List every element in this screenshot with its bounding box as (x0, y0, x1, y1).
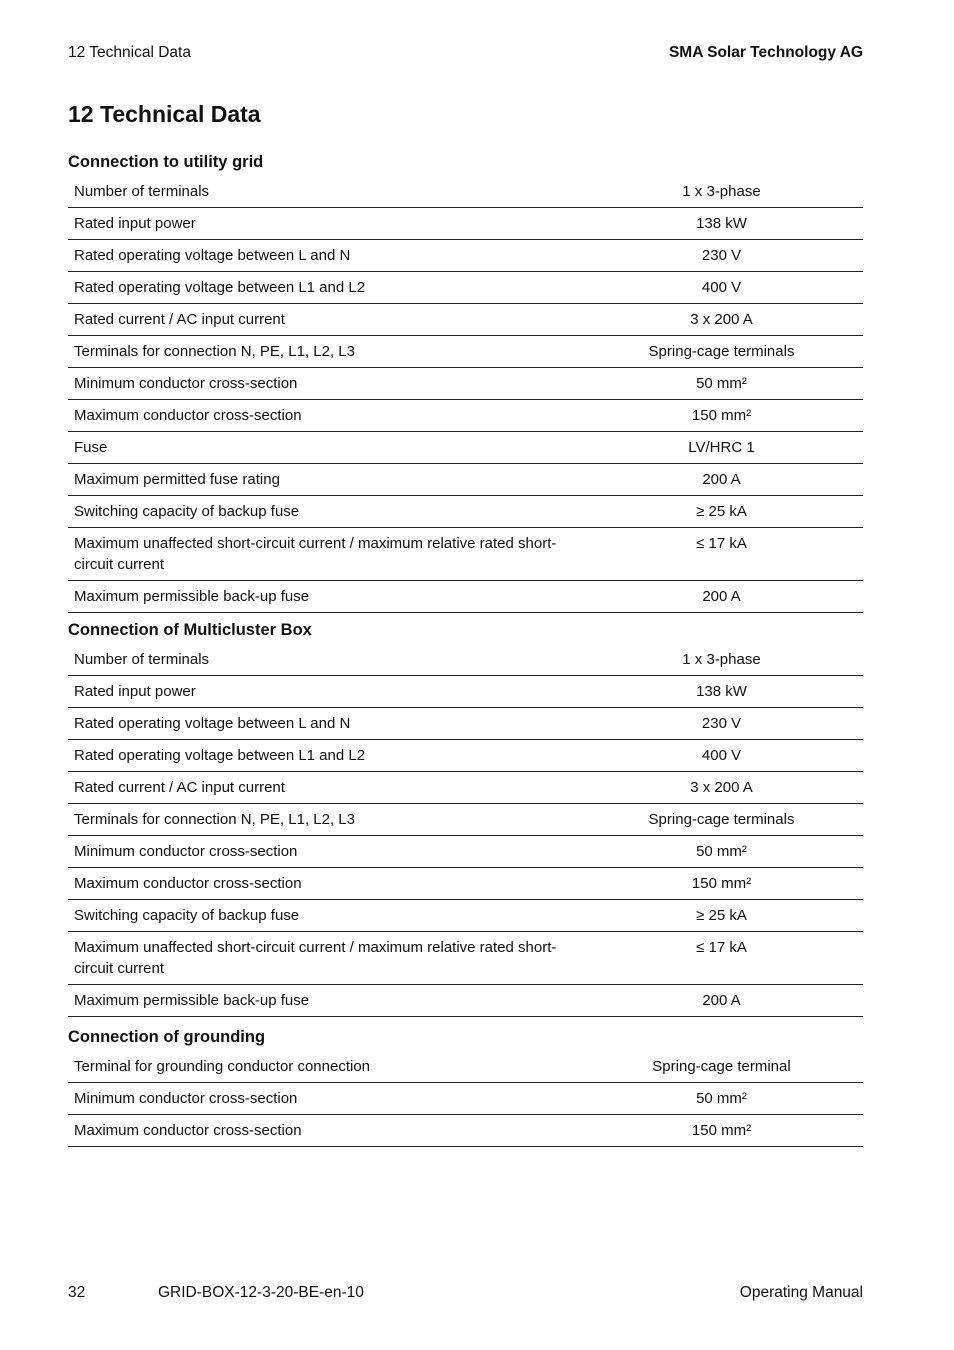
row-label: Rated operating voltage between L1 and L2 (68, 272, 580, 304)
row-value: 1 x 3-phase (580, 644, 863, 676)
row-label: Number of terminals (68, 644, 580, 676)
row-label: Terminal for grounding conductor connection (68, 1051, 580, 1083)
section-title: Connection of grounding (68, 1028, 266, 1046)
row-label: Rated input power (68, 676, 580, 708)
row-label: Maximum unaffected short-circuit current / maximum relative rated short-circuit current (68, 528, 580, 581)
table-row (68, 464, 863, 496)
table-row (68, 900, 863, 932)
row-label: Minimum conductor cross-section (68, 368, 580, 400)
row-value: 3 x 200 A (580, 304, 863, 336)
row-label: Rated current / AC input current (68, 772, 580, 804)
table-row (68, 400, 863, 432)
row-value: 230 V (580, 708, 863, 740)
document-id: GRID-BOX-12-3-20-BE-en-10 (158, 1284, 364, 1301)
row-label: Rated operating voltage between L and N (68, 708, 580, 740)
row-value: Spring-cage terminal (580, 1051, 863, 1083)
table-row (68, 304, 863, 336)
table-row (68, 932, 863, 985)
row-value: 400 V (580, 272, 863, 304)
spec-table-multicluster-box (68, 644, 863, 1017)
row-value: ≤ 17 kA (580, 932, 863, 985)
row-value: LV/HRC 1 (580, 432, 863, 464)
row-value: 1 x 3-phase (580, 176, 863, 208)
table-row (68, 336, 863, 368)
table-row (68, 208, 863, 240)
row-label: Number of terminals (68, 176, 580, 208)
table-row (68, 432, 863, 464)
table-row (68, 1115, 863, 1147)
row-label: Maximum conductor cross-section (68, 868, 580, 900)
row-label: Rated current / AC input current (68, 304, 580, 336)
table-row (68, 581, 863, 613)
section-title: Connection to utility grid (68, 153, 264, 171)
row-value: 200 A (580, 581, 863, 613)
row-label: Rated operating voltage between L1 and L2 (68, 740, 580, 772)
table-row (68, 1083, 863, 1115)
table-row (68, 836, 863, 868)
row-label: Maximum permissible back-up fuse (68, 985, 580, 1017)
table-row (68, 740, 863, 772)
row-value: Spring-cage terminals (580, 336, 863, 368)
row-label: Terminals for connection N, PE, L1, L2, L3 (68, 804, 580, 836)
section-utility-grid (68, 151, 863, 613)
section-grounding (68, 1026, 863, 1147)
row-value: 138 kW (580, 208, 863, 240)
row-label: Minimum conductor cross-section (68, 836, 580, 868)
table-row (68, 985, 863, 1017)
row-value: 150 mm² (580, 400, 863, 432)
table-row (68, 868, 863, 900)
row-label: Rated input power (68, 208, 580, 240)
row-label: Switching capacity of backup fuse (68, 496, 580, 528)
row-label: Maximum conductor cross-section (68, 400, 580, 432)
row-value: Spring-cage terminals (580, 804, 863, 836)
row-value: 400 V (580, 740, 863, 772)
row-value: 200 A (580, 464, 863, 496)
table-row (68, 368, 863, 400)
row-label: Maximum permitted fuse rating (68, 464, 580, 496)
spec-table-utility-grid (68, 176, 863, 613)
row-value: 50 mm² (580, 1083, 863, 1115)
row-label: Terminals for connection N, PE, L1, L2, L3 (68, 336, 580, 368)
row-value: 150 mm² (580, 868, 863, 900)
table-row (68, 644, 863, 676)
row-label: Maximum permissible back-up fuse (68, 581, 580, 613)
row-label: Rated operating voltage between L and N (68, 240, 580, 272)
row-value: 230 V (580, 240, 863, 272)
table-row (68, 176, 863, 208)
table-row (68, 772, 863, 804)
row-value: 138 kW (580, 676, 863, 708)
document-type: Operating Manual (739, 1284, 863, 1301)
table-row (68, 708, 863, 740)
table-row (68, 240, 863, 272)
row-value: ≥ 25 kA (580, 496, 863, 528)
row-value: ≤ 17 kA (580, 528, 863, 581)
row-label: Fuse (68, 432, 580, 464)
row-value: 3 x 200 A (580, 772, 863, 804)
row-label: Switching capacity of backup fuse (68, 900, 580, 932)
page-number: 32 (68, 1284, 86, 1301)
header-section-label: 12 Technical Data (68, 44, 191, 61)
page-title: 12 Technical Data (68, 101, 261, 127)
section-multicluster-box (68, 619, 863, 1017)
table-row (68, 804, 863, 836)
header-company: SMA Solar Technology AG (668, 44, 863, 61)
row-value: ≥ 25 kA (580, 900, 863, 932)
row-value: 50 mm² (580, 368, 863, 400)
row-label: Maximum conductor cross-section (68, 1115, 580, 1147)
row-value: 200 A (580, 985, 863, 1017)
table-row (68, 1051, 863, 1083)
spec-table-grounding (68, 1051, 863, 1147)
row-value: 50 mm² (580, 836, 863, 868)
row-label: Maximum unaffected short-circuit current / maximum relative rated short-circuit current (68, 932, 580, 985)
table-row (68, 496, 863, 528)
row-value: 150 mm² (580, 1115, 863, 1147)
section-title: Connection of Multicluster Box (68, 621, 312, 639)
table-row (68, 272, 863, 304)
table-row (68, 676, 863, 708)
table-row (68, 528, 863, 581)
row-label: Minimum conductor cross-section (68, 1083, 580, 1115)
